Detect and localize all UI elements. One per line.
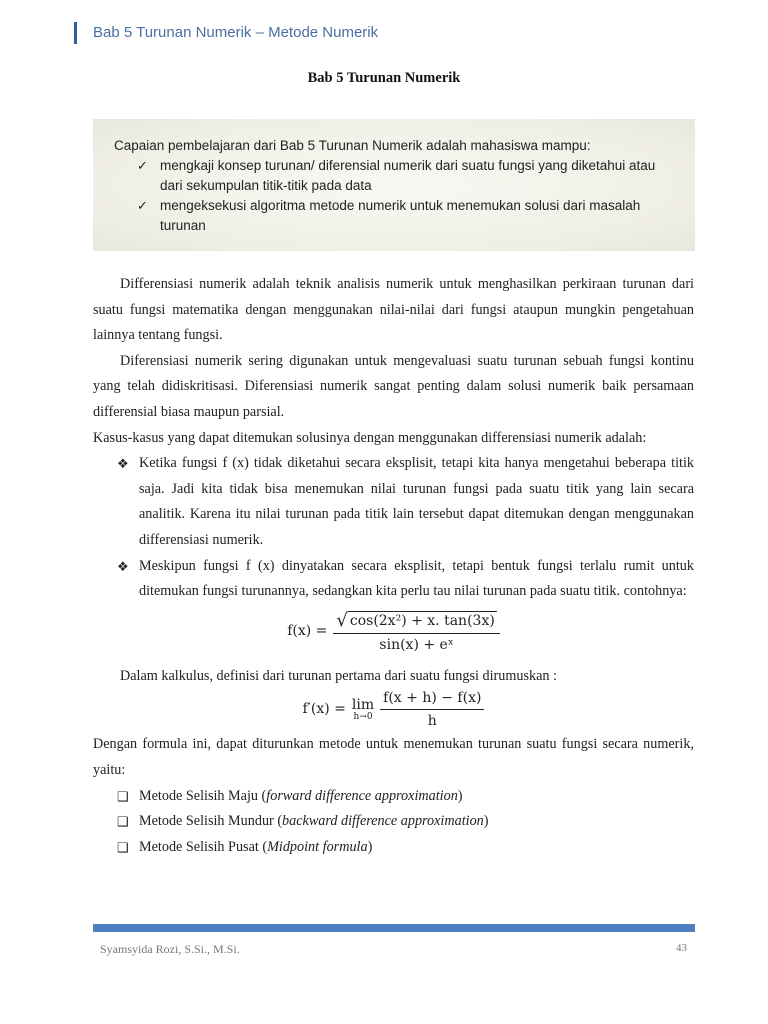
formula-lhs: f′(x) = <box>302 701 346 718</box>
checkmark-icon: ✓ <box>137 158 148 173</box>
methods-list <box>93 784 694 861</box>
case-text: Ketika fungsi f (x) tidak diketahui secara eksplisit, tetapi kita hanya mengetahui beberapa titik saja. Jadi kita tidak bisa menemukan nilai turunan fungsi pada suatu titik yang lain secara analitik. Karena itu nilai turunan pada titik lain tersebut dapat ditemukan dengan menggunakan differensiasi numerik. <box>139 455 694 548</box>
checkbox-square-icon: ❑ <box>117 814 129 830</box>
limit-text: lim <box>351 696 375 713</box>
example-formula <box>93 611 694 654</box>
objective-text: mengkaji konsep turunan/ diferensial numerik dari suatu fungsi yang diketahui atau dari sekumpulan titik-titik pada data <box>160 158 656 193</box>
objective-item <box>114 196 675 236</box>
method-name: Metode Selisih Maju ( <box>139 787 267 804</box>
method-close: ) <box>457 787 463 804</box>
objectives-intro: Capaian pembelajaran dari Bab 5 Turunan Numerik adalah mahasiswa mampu: <box>114 138 591 153</box>
method-name: Metode Selisih Pusat ( <box>139 838 268 855</box>
paragraph-usage: Diferensiasi numerik sering digunakan untuk mengevaluasi suatu turunan sebuah fungsi kontinu yang telah didiskritisasi. Diferensiasi numerik sangat penting dalam solusi numerik baik persamaan differensial biasa maupun parsial. <box>93 352 694 420</box>
checkbox-square-icon: ❑ <box>117 839 129 855</box>
method-close: ) <box>483 813 489 830</box>
case-item <box>93 554 694 605</box>
method-english: Midpoint formula <box>267 838 368 855</box>
checkbox-square-icon: ❑ <box>117 788 129 804</box>
method-name: Metode Selisih Mundur ( <box>139 813 283 830</box>
method-item <box>93 784 694 810</box>
derivative-definition-formula <box>93 689 694 730</box>
formula-fraction <box>333 611 499 654</box>
objectives-list <box>114 156 675 236</box>
diamond-bullet-icon: ❖ <box>117 558 129 574</box>
paragraph-definition: Differensiasi numerik adalah teknik analisis numerik untuk menghasilkan perkiraan turunan dari suatu fungsi matematika dengan menggunakan nilai-nilai dari fungsi ataupun mungkin pengetahuan lainnya tentang fungsi. <box>93 276 694 344</box>
sqrt-body: cos(2x²) + x. tan(3x) <box>349 612 495 629</box>
case-text: Meskipun fungsi f (x) dinyatakan secara eksplisit, tetapi bentuk fungsi terlalu rumit untuk ditemukan fungsi turunannya, sedangkan kita perlu tau nilai turunan pada suatu titik. contohnya: <box>139 557 694 600</box>
running-header: Bab 5 Turunan Numerik – Metode Numerik <box>93 24 379 41</box>
footer-divider-bar <box>93 924 695 932</box>
header-accent-bar <box>74 22 77 44</box>
limit-operator <box>352 698 374 722</box>
main-body <box>93 272 694 860</box>
method-item <box>93 809 694 835</box>
checkmark-icon: ✓ <box>137 198 148 213</box>
formula-lhs: f(x) = <box>287 623 328 640</box>
sqrt-icon: √ <box>336 609 348 631</box>
case-item <box>93 451 694 553</box>
paragraph-calculus: Dalam kalkulus, definisi dari turunan pertama dari suatu fungsi dirumuskan : <box>120 667 557 684</box>
formula-numerator: f(x + h) − f(x) <box>380 689 484 710</box>
footer-author: Syamsyida Rozi, S.Si., M.Si. <box>100 942 240 956</box>
learning-objectives-box <box>93 119 695 251</box>
chapter-title: Bab 5 Turunan Numerik <box>307 70 461 86</box>
formula-numerator <box>333 611 499 634</box>
page-number: 43 <box>676 942 687 954</box>
cases-list <box>93 451 694 605</box>
method-english: backward difference approximation <box>282 813 484 830</box>
objective-text: mengeksekusi algoritma metode numerik untuk menemukan solusi dari masalah turunan <box>160 198 641 233</box>
formula-denominator: h <box>427 713 437 730</box>
paragraph-cases: Kasus-kasus yang dapat ditemukan solusinya dengan menggunakan differensiasi numerik adalah: <box>93 429 647 446</box>
paragraph-methods-intro: Dengan formula ini, dapat diturunkan metode untuk menemukan turunan suatu fungsi secara numerik, yaitu: <box>93 736 694 778</box>
formula-fraction <box>380 689 484 730</box>
objective-item <box>114 156 675 196</box>
method-item <box>93 835 694 861</box>
method-english: forward difference approximation <box>266 787 458 804</box>
sqrt-expression <box>336 611 496 630</box>
diamond-bullet-icon: ❖ <box>117 456 129 472</box>
method-close: ) <box>367 838 373 855</box>
limit-subscript: h→0 <box>353 711 373 722</box>
formula-denominator: sin(x) + eˣ <box>379 636 454 653</box>
